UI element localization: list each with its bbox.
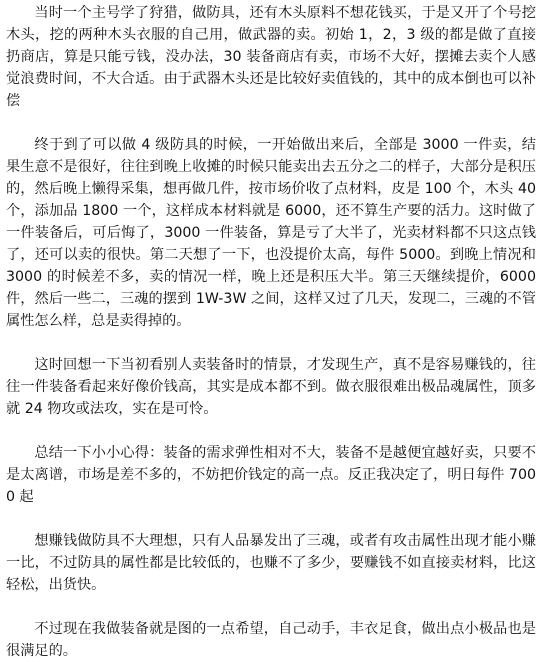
paragraph-5: 想赚钱做防具不大理想，只有人品暴发出了三魂，或者有攻击属性出现才能小赚一比，不过防具的属性都是比较低的，也赚不了多少，要赚钱不如直接卖材料，比这轻松，出货快。 — [6, 533, 536, 593]
paragraph-3: 这时回想一下当初看别人卖装备时的情景，才发现生产，真不是容易赚钱的，往往一件装备看起来好像价钱高，其实是成本都不到。做衣服很难出极品魂属性，顶多就 24 物攻或法攻，实在是可怜。 — [6, 357, 536, 417]
article-body — [6, 2, 536, 662]
paragraph-6: 不过现在我做装备就是图的一点希望，自己动手，丰衣足食，做出点小极品也是很满足的。 — [6, 621, 536, 659]
paragraph-1: 当时一个主号学了狩猎，做防具，还有木头原料不想花钱买，于是又开了个号挖木头，挖的两种木头衣服的自己用，做武器的卖。初始 1，2，3 级的都是做了直接扔商店，算是只能亏钱，没办法，30 装备商店有卖，市场不大好，摆摊去卖个人感觉浪费时间，不大合适。由于武器木头还是比较好卖值钱的，其中的成本倒也可以补偿 — [6, 5, 536, 109]
paragraph-2: 终于到了可以做 4 级防具的时候，一开始做出来后，全部是 3000 一件卖，结果生意不是很好，往往到晚上收摊的时候只能卖出去五分之二的样子，大部分是积压的，然后晚上懒得采集，想再做几件，按市场价收了点材料，皮是 100 个，木头 40 个，添加品 1800 一个，这样成本材料就是 6000，还不算生产要的活力。这时做了一件装备后，可后悔了，3000 一件装备，算是亏了大半了，光卖材料都不只这点钱了，还可以卖的很快。第二天想了一下，也没提价太高，每件 5000。到晚上情况和 3000 的时候差不多，卖的情况一样，晚上还是积压大半。第三天继续提价，6000 件，然后一些二，三魂的摆到 1W-3W 之间，这样又过了几天，发现二，三魂的不管属性怎么样，总是卖得掉的。 — [6, 137, 536, 329]
paragraph-4: 总结一下小小心得：装备的需求弹性相对不大，装备不是越便宜越好卖，只要不是太离谱，市场是差不多的，不妨把价钱定的高一点。反正我决定了，明日每件 7000 起 — [6, 445, 536, 505]
